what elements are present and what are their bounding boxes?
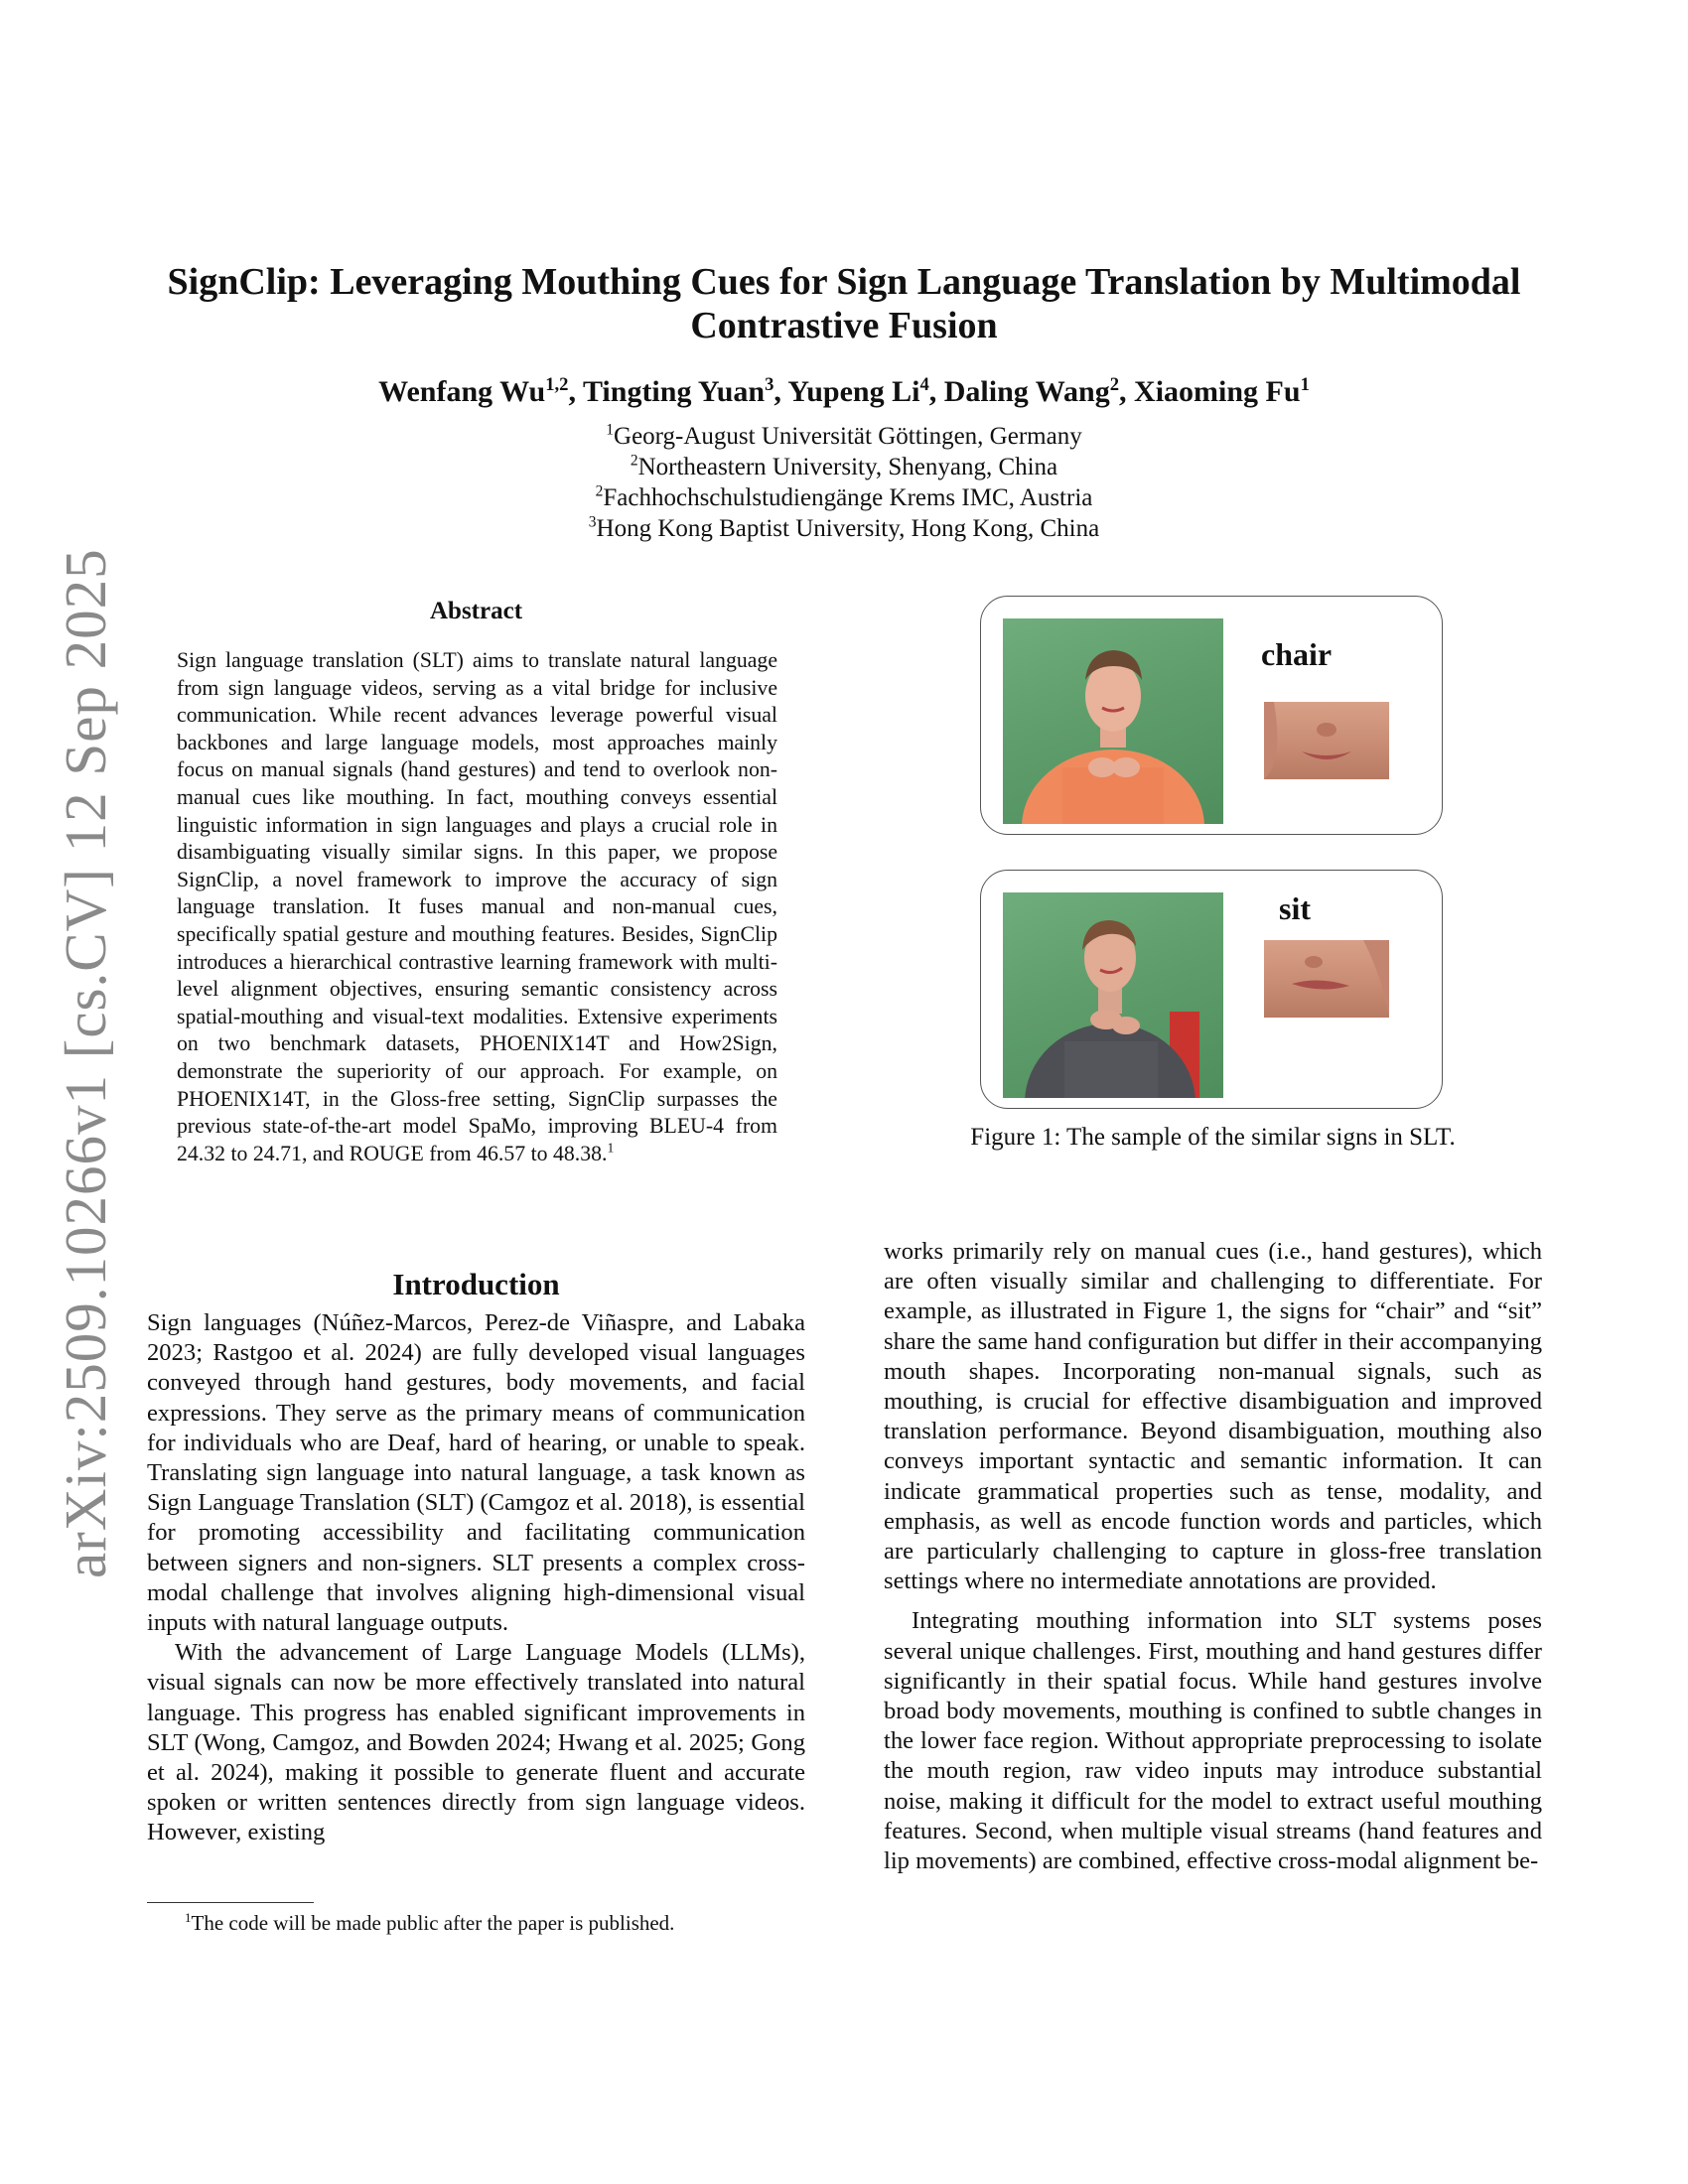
body-paragraph: Integrating mouthing information into SLT systems poses several unique challenges. First, mouthing and hand gestures differ significantly in their spatial focus. While hand gestures involve broad body movements, mouthing is confined to subtle changes in the lower face region. Without appropriate preprocessing to isolate the mouth region, raw video inputs may introduce substantial noise, making it difficult for the model to extract useful mouthing features. Second, when multiple visual streams (hand features and lip movements) are combined, effective cross-modal alignment be- — [884, 1607, 1542, 1875]
author-name: Yupeng Li — [787, 375, 920, 408]
footnote-text: The code will be made public after the paper is published. — [191, 1911, 675, 1935]
abstract-paragraph: Sign language translation (SLT) aims to translate natural language from sign language videos, serving as a vital bridge for inclusive communication. While recent advances leverage powerful visual backbones and large language models, most approaches mainly focus on manual signals (hand gestures) and tend to overlook non-manual cues like mouthing. In fact, mouthing conveys essential linguistic information in sign languages and plays a crucial role in disambiguating visually similar signs. In this paper, we propose SignClip, a novel framework to improve the accuracy of sign language translation. It fuses manual and non-manual cues, specifically spatial gesture and mouthing features. Besides, SignClip introduces a hierarchical contrastive learning framework with multi-level alignment objectives, ensuring semantic consistency across spatial-mouthing and visual-text modalities. Extensive experiments on two benchmark datasets, PHOENIX14T and How2Sign, demonstrate the superiority of our approach. For example, on PHOENIX14T, in the Gloss-free setting, SignClip surpasses the previous state-of-the-art model SpaMo, improving BLEU-4 from 24.32 to 24.71, and ROUGE from 46.57 to 48.38. — [177, 648, 777, 1165]
introduction-left-column — [147, 1308, 805, 1848]
affiliation — [149, 513, 1539, 544]
affil-mark: 2 — [630, 452, 638, 470]
author-affil-mark: 1 — [1300, 374, 1310, 395]
abstract-text — [177, 647, 777, 1167]
author-name: Xiaoming Fu — [1134, 375, 1301, 408]
arxiv-identifier: arXiv:2509.10266v1 [cs.CV] 12 Sep 2025 — [53, 548, 118, 1578]
author-name: Tingting Yuan — [582, 375, 766, 408]
mouth-crop — [1264, 702, 1389, 779]
affil-text: Fachhochschulstudiengänge Krems IMC, Austria — [603, 484, 1093, 511]
signer-illustration — [1003, 618, 1223, 824]
author-affil-mark: 1,2 — [545, 374, 569, 395]
footnote-ref[interactable]: 1 — [607, 1140, 615, 1156]
footnote-divider — [147, 1902, 314, 1903]
introduction-right-column — [884, 1237, 1542, 1876]
figure-panel-chair — [980, 596, 1443, 835]
mouth-illustration — [1264, 702, 1389, 779]
signer-illustration — [1003, 892, 1223, 1098]
footnote — [147, 1911, 805, 1936]
affil-text: Hong Kong Baptist University, Hong Kong, China — [596, 515, 1100, 542]
author-list: Wenfang Wu$^{1,2}$, Tingting Yuan$^3$, Yupeng Li$^4$, Daling Wang$^2$, Xiaoming Fu$^1$ — [378, 374, 1310, 408]
body-paragraph: With the advancement of Large Language Models (LLMs), visual signals can now be more effectively translated into natural language. This progress has enabled significant improvements in SLT (Wong, Camgoz, and Bowden 2024; Hwang et al. 2025; Gong et al. 2024), making it possible to generate fluent and accurate spoken or written sentences directly from sign language videos. However, existing — [147, 1639, 805, 1846]
mouth-crop — [1264, 940, 1389, 1018]
affil-mark: 2 — [595, 482, 604, 500]
figure-panel-sit — [980, 870, 1443, 1109]
author-affil-mark: 4 — [919, 374, 929, 395]
signer-photo — [1003, 618, 1223, 824]
affil-mark: 1 — [606, 421, 615, 439]
affiliation-list — [149, 421, 1539, 544]
sign-word-label: sit — [1279, 890, 1311, 926]
author-name: Daling Wang — [943, 375, 1110, 408]
affiliation — [149, 482, 1539, 513]
paper-title: SignClip: Leveraging Mouthing Cues for Sign Language Translation by Multimodal Contrastive Fusion — [167, 261, 1521, 346]
body-paragraph: works primarily rely on manual cues (i.e., hand gestures), which are often visually similar and challenging to differentiate. For example, as illustrated in Figure 1, the signs for “chair” and “sit” share the same hand configuration but differ in their accompanying mouth shapes. Incorporating non-manual signals, such as mouthing, is crucial for effective disambiguation and improved translation performance. Beyond disambiguation, mouthing also conveys important syntactic and semantic information. It can indicate grammatical properties such as tense, modality, and emphasis, as well as encode function words and particles, which are particularly challenging to capture in gloss-free translation settings where no intermediate annotations are provided. — [884, 1238, 1542, 1595]
author-affil-mark: 2 — [1109, 374, 1120, 395]
body-paragraph: Sign languages (Núñez-Marcos, Perez-de Viñaspre, and Labaka 2023; Rastgoo et al. 2024) are fully developed visual languages conveyed through hand gestures, body movements, and facial expressions. They serve as the primary means of communication for individuals who are Deaf, hard of hearing, or unable to speak. Translating sign language into natural language, a task known as Sign Language Translation (SLT) (Camgoz et al. 2018), is essential for promoting accessibility and facilitating communication between signers and non-signers. SLT presents a complex cross-modal challenge that involves aligning high-dimensional visual inputs with natural language outputs. — [147, 1309, 805, 1637]
mouth-illustration — [1264, 940, 1389, 1018]
figure-caption: Figure 1: The sample of the similar signs in SLT. — [970, 1124, 1456, 1151]
author-affil-mark: 3 — [765, 374, 774, 395]
affil-text: Georg-August Universität Göttingen, Germany — [614, 423, 1082, 450]
section-heading-introduction: Introduction — [392, 1267, 560, 1301]
affiliation — [149, 452, 1539, 482]
footnote-mark: 1 — [185, 1910, 192, 1925]
signer-photo — [1003, 892, 1223, 1098]
abstract-heading: Abstract — [429, 598, 523, 624]
sign-word-label: chair — [1261, 636, 1333, 672]
affil-mark: 3 — [588, 513, 597, 531]
affil-text: Northeastern University, Shenyang, China — [637, 454, 1058, 480]
affiliation — [149, 421, 1539, 452]
author-name: Wenfang Wu — [378, 375, 546, 408]
